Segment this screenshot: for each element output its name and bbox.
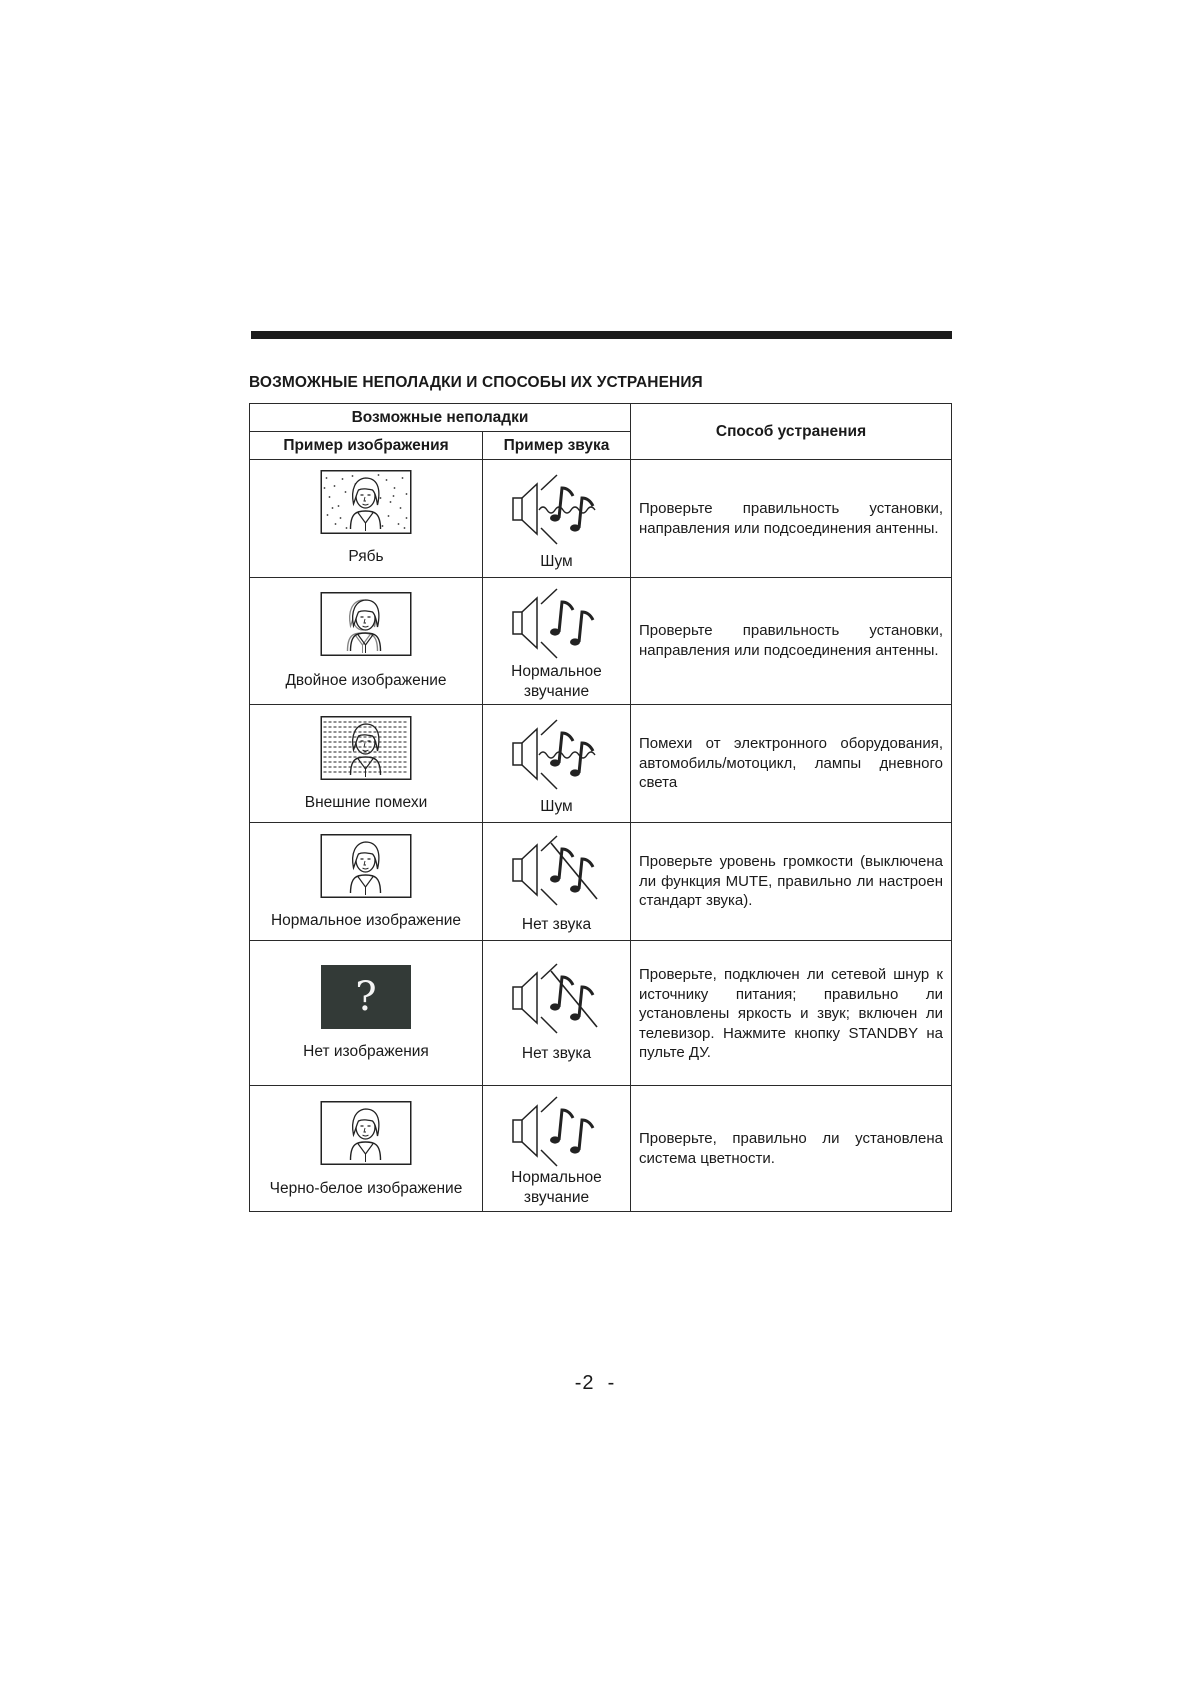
fix-cell: [631, 1086, 952, 1212]
page-title: ВОЗМОЖНЫЕ НЕПОЛАДКИ И СПОСОБЫ ИХ УСТРАНЕНИЯ: [249, 374, 703, 391]
fix-cell: [631, 705, 952, 823]
fix-cell: [631, 823, 952, 941]
table-row: [250, 941, 952, 1086]
tv-snow-picture-icon: [321, 470, 412, 534]
sound-caption: Шум: [540, 798, 573, 815]
fix-cell: [631, 460, 952, 578]
sound-cell: [483, 1086, 631, 1212]
fix-cell: [631, 578, 952, 705]
image-cell: [250, 941, 483, 1086]
header-image-example: Пример изображения: [250, 432, 483, 460]
speaker-normal-icon: [507, 1092, 607, 1172]
sound-caption: Нет звука: [521, 1045, 592, 1062]
speaker-normal-icon: [507, 584, 607, 664]
fix-text: Помехи от электронного оборудования, автомобиль/мотоцикл, лампы дневного света: [639, 735, 943, 791]
speaker-muted-icon: [507, 831, 607, 911]
top-rule: [251, 331, 952, 339]
image-cell: [250, 460, 483, 578]
no-picture-symbol: ?: [321, 965, 411, 1029]
image-caption: Внешние помехи: [304, 794, 428, 811]
header-sound-example: Пример звука: [483, 432, 631, 460]
sound-cell: [483, 460, 631, 578]
table-row: [250, 578, 952, 705]
troubleshooting-table: [249, 403, 952, 1212]
sound-cell: [483, 705, 631, 823]
tv-interference-picture-icon: [321, 716, 412, 780]
sound-caption: Шум: [540, 553, 573, 570]
tv-normal-picture-icon: [321, 834, 412, 898]
table-row: [250, 823, 952, 941]
fix-text: Проверьте правильность установки, направления или подсоединения антенны.: [639, 500, 943, 537]
fix-text: Проверьте уровень громкости (выключена ли функция MUTE, правильно ли настроен стандарт звука).: [639, 853, 943, 909]
speaker-noise-icon: [507, 470, 607, 550]
fix-text: Проверьте, правильно ли установлена система цветности.: [639, 1130, 943, 1167]
speaker-noise-icon: [507, 715, 607, 795]
sound-cell: [483, 578, 631, 705]
tv-no-picture-icon: [321, 965, 411, 1029]
image-caption: Двойное изображение: [285, 672, 447, 689]
image-cell: [250, 823, 483, 941]
fix-text: Проверьте, подключен ли сетевой шнур к источнику питания; правильно ли установлены яркость и звук; включен ли телевизор. Нажмите кнопку STANDBY на пульте ДУ.: [639, 966, 943, 1061]
sound-caption: Нет звука: [521, 916, 592, 933]
fix-text: Проверьте правильность установки, направления или подсоединения антенны.: [639, 622, 943, 659]
tv-black-white-picture-icon: [321, 1101, 412, 1165]
table-row: [250, 705, 952, 823]
fix-cell: [631, 941, 952, 1086]
image-caption: Нет изображения: [303, 1043, 429, 1060]
sound-cell: [483, 823, 631, 941]
table-row: [250, 1086, 952, 1212]
image-cell: [250, 578, 483, 705]
image-caption: Нормальное изображение: [270, 912, 462, 929]
header-problems: Возможные неполадки: [250, 404, 631, 432]
sound-cell: [483, 941, 631, 1086]
image-cell: [250, 1086, 483, 1212]
speaker-muted-icon: [507, 959, 607, 1039]
sound-caption: Нормальное звучание: [511, 663, 602, 700]
sound-caption: Нормальное звучание: [511, 1169, 602, 1206]
image-caption: Черно-белое изображение: [269, 1180, 463, 1197]
header-fix: Способ устранения: [631, 404, 952, 460]
page-number: -2 -: [574, 1372, 616, 1394]
table-row: [250, 460, 952, 578]
image-caption: Рябь: [348, 548, 384, 565]
tv-ghost-picture-icon: [321, 592, 412, 656]
image-cell: [250, 705, 483, 823]
